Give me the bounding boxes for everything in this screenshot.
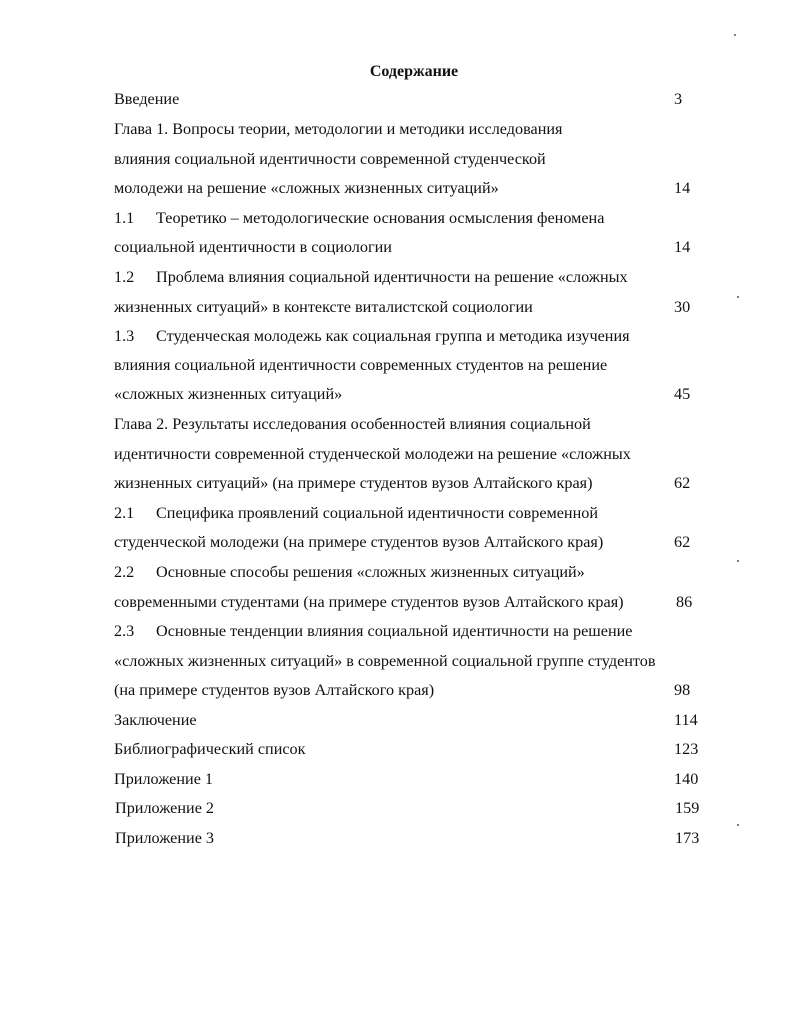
toc-entry-section-1-3 <box>114 326 630 346</box>
toc-entry-section-1-1-line: социальной идентичности в социологии <box>114 238 392 256</box>
toc-entry-section-1-3-line: влияния социальной идентичности современных студентов на решение <box>114 356 608 374</box>
toc-page-number: 14 <box>674 179 691 197</box>
toc-entry-conclusion: Заключение <box>114 711 197 729</box>
toc-entry-intro: Введение <box>114 90 180 108</box>
toc-page-number: 140 <box>674 770 699 788</box>
section-number: 2.3 <box>114 622 135 640</box>
toc-entry-section-1-1 <box>114 208 604 228</box>
toc-page-number: 86 <box>676 593 693 611</box>
section-title-line: Теоретико – методологические основания осмысления феномена <box>156 209 605 227</box>
section-title-line: Основные тенденции влияния социальной идентичности на решение <box>156 622 633 640</box>
section-number: 2.1 <box>114 504 135 522</box>
toc-entry-section-2-1-line: студенческой молодежи (на примере студентов вузов Алтайского края) <box>114 533 604 551</box>
toc-entry-chapter-1-line: влияния социальной идентичности современной студенческой <box>114 150 546 168</box>
toc-page-number: 3 <box>674 90 683 108</box>
section-number: 1.2 <box>114 268 135 286</box>
section-number: 1.3 <box>114 327 135 345</box>
scan-speck <box>737 824 739 826</box>
toc-entry-section-1-3-line: «сложных жизненных ситуаций» <box>114 385 343 403</box>
toc-entry-section-2-3-line: «сложных жизненных ситуаций» в современной социальной группе студентов <box>114 652 656 670</box>
toc-page-number: 159 <box>675 799 700 817</box>
toc-page-number: 173 <box>675 829 700 847</box>
toc-entry-section-2-2-line: современными студентами (на примере студентов вузов Алтайского края) <box>114 593 624 611</box>
toc-entry-section-2-3-line: (на примере студентов вузов Алтайского края) <box>114 681 435 699</box>
section-title-line: Студенческая молодежь как социальная группа и методика изучения <box>156 327 630 345</box>
toc-entry-section-2-2 <box>114 562 585 582</box>
scan-speck <box>737 296 739 298</box>
toc-entry-chapter-1-line: молодежи на решение «сложных жизненных ситуаций» <box>114 179 499 197</box>
section-number: 1.1 <box>114 209 135 227</box>
toc-entry-appendix-3: Приложение 3 <box>115 829 215 847</box>
section-title-line: Специфика проявлений социальной идентичности современной <box>156 504 599 522</box>
toc-entry-section-1-2 <box>114 267 628 287</box>
toc-page-number: 62 <box>674 474 691 492</box>
toc-page-number: 14 <box>674 238 691 256</box>
toc-page-number: 62 <box>674 533 691 551</box>
toc-page-number: 123 <box>674 740 699 758</box>
scan-speck <box>734 34 736 36</box>
toc-entry-chapter-1-line: Глава 1. Вопросы теории, методологии и методики исследования <box>114 120 563 138</box>
scan-speck <box>737 560 739 562</box>
section-number: 2.2 <box>114 563 135 581</box>
toc-entry-section-1-2-line: жизненных ситуаций» в контексте виталистской социологии <box>114 298 533 316</box>
toc-entry-section-2-1 <box>114 503 598 523</box>
toc-page-number: 45 <box>674 385 691 403</box>
section-title-line: Основные способы решения «сложных жизненных ситуаций» <box>156 563 585 581</box>
toc-page-number: 98 <box>674 681 691 699</box>
toc-page-number: 30 <box>674 298 691 316</box>
toc-page-number: 114 <box>674 711 698 729</box>
toc-entry-section-2-3 <box>114 621 632 641</box>
toc-entry-chapter-2-line: жизненных ситуаций» (на примере студентов вузов Алтайского края) <box>114 474 593 492</box>
section-title-line: Проблема влияния социальной идентичности на решение «сложных <box>156 268 628 286</box>
toc-title: Содержание <box>369 63 459 80</box>
toc-entry-bibliography: Библиографический список <box>114 740 306 758</box>
toc-entry-appendix-1: Приложение 1 <box>114 770 214 788</box>
toc-entry-chapter-2-line: Глава 2. Результаты исследования особенностей влияния социальной <box>114 415 591 433</box>
toc-entry-chapter-2-line: идентичности современной студенческой молодежи на решение «сложных <box>114 445 631 463</box>
toc-entry-appendix-2: Приложение 2 <box>115 799 215 817</box>
